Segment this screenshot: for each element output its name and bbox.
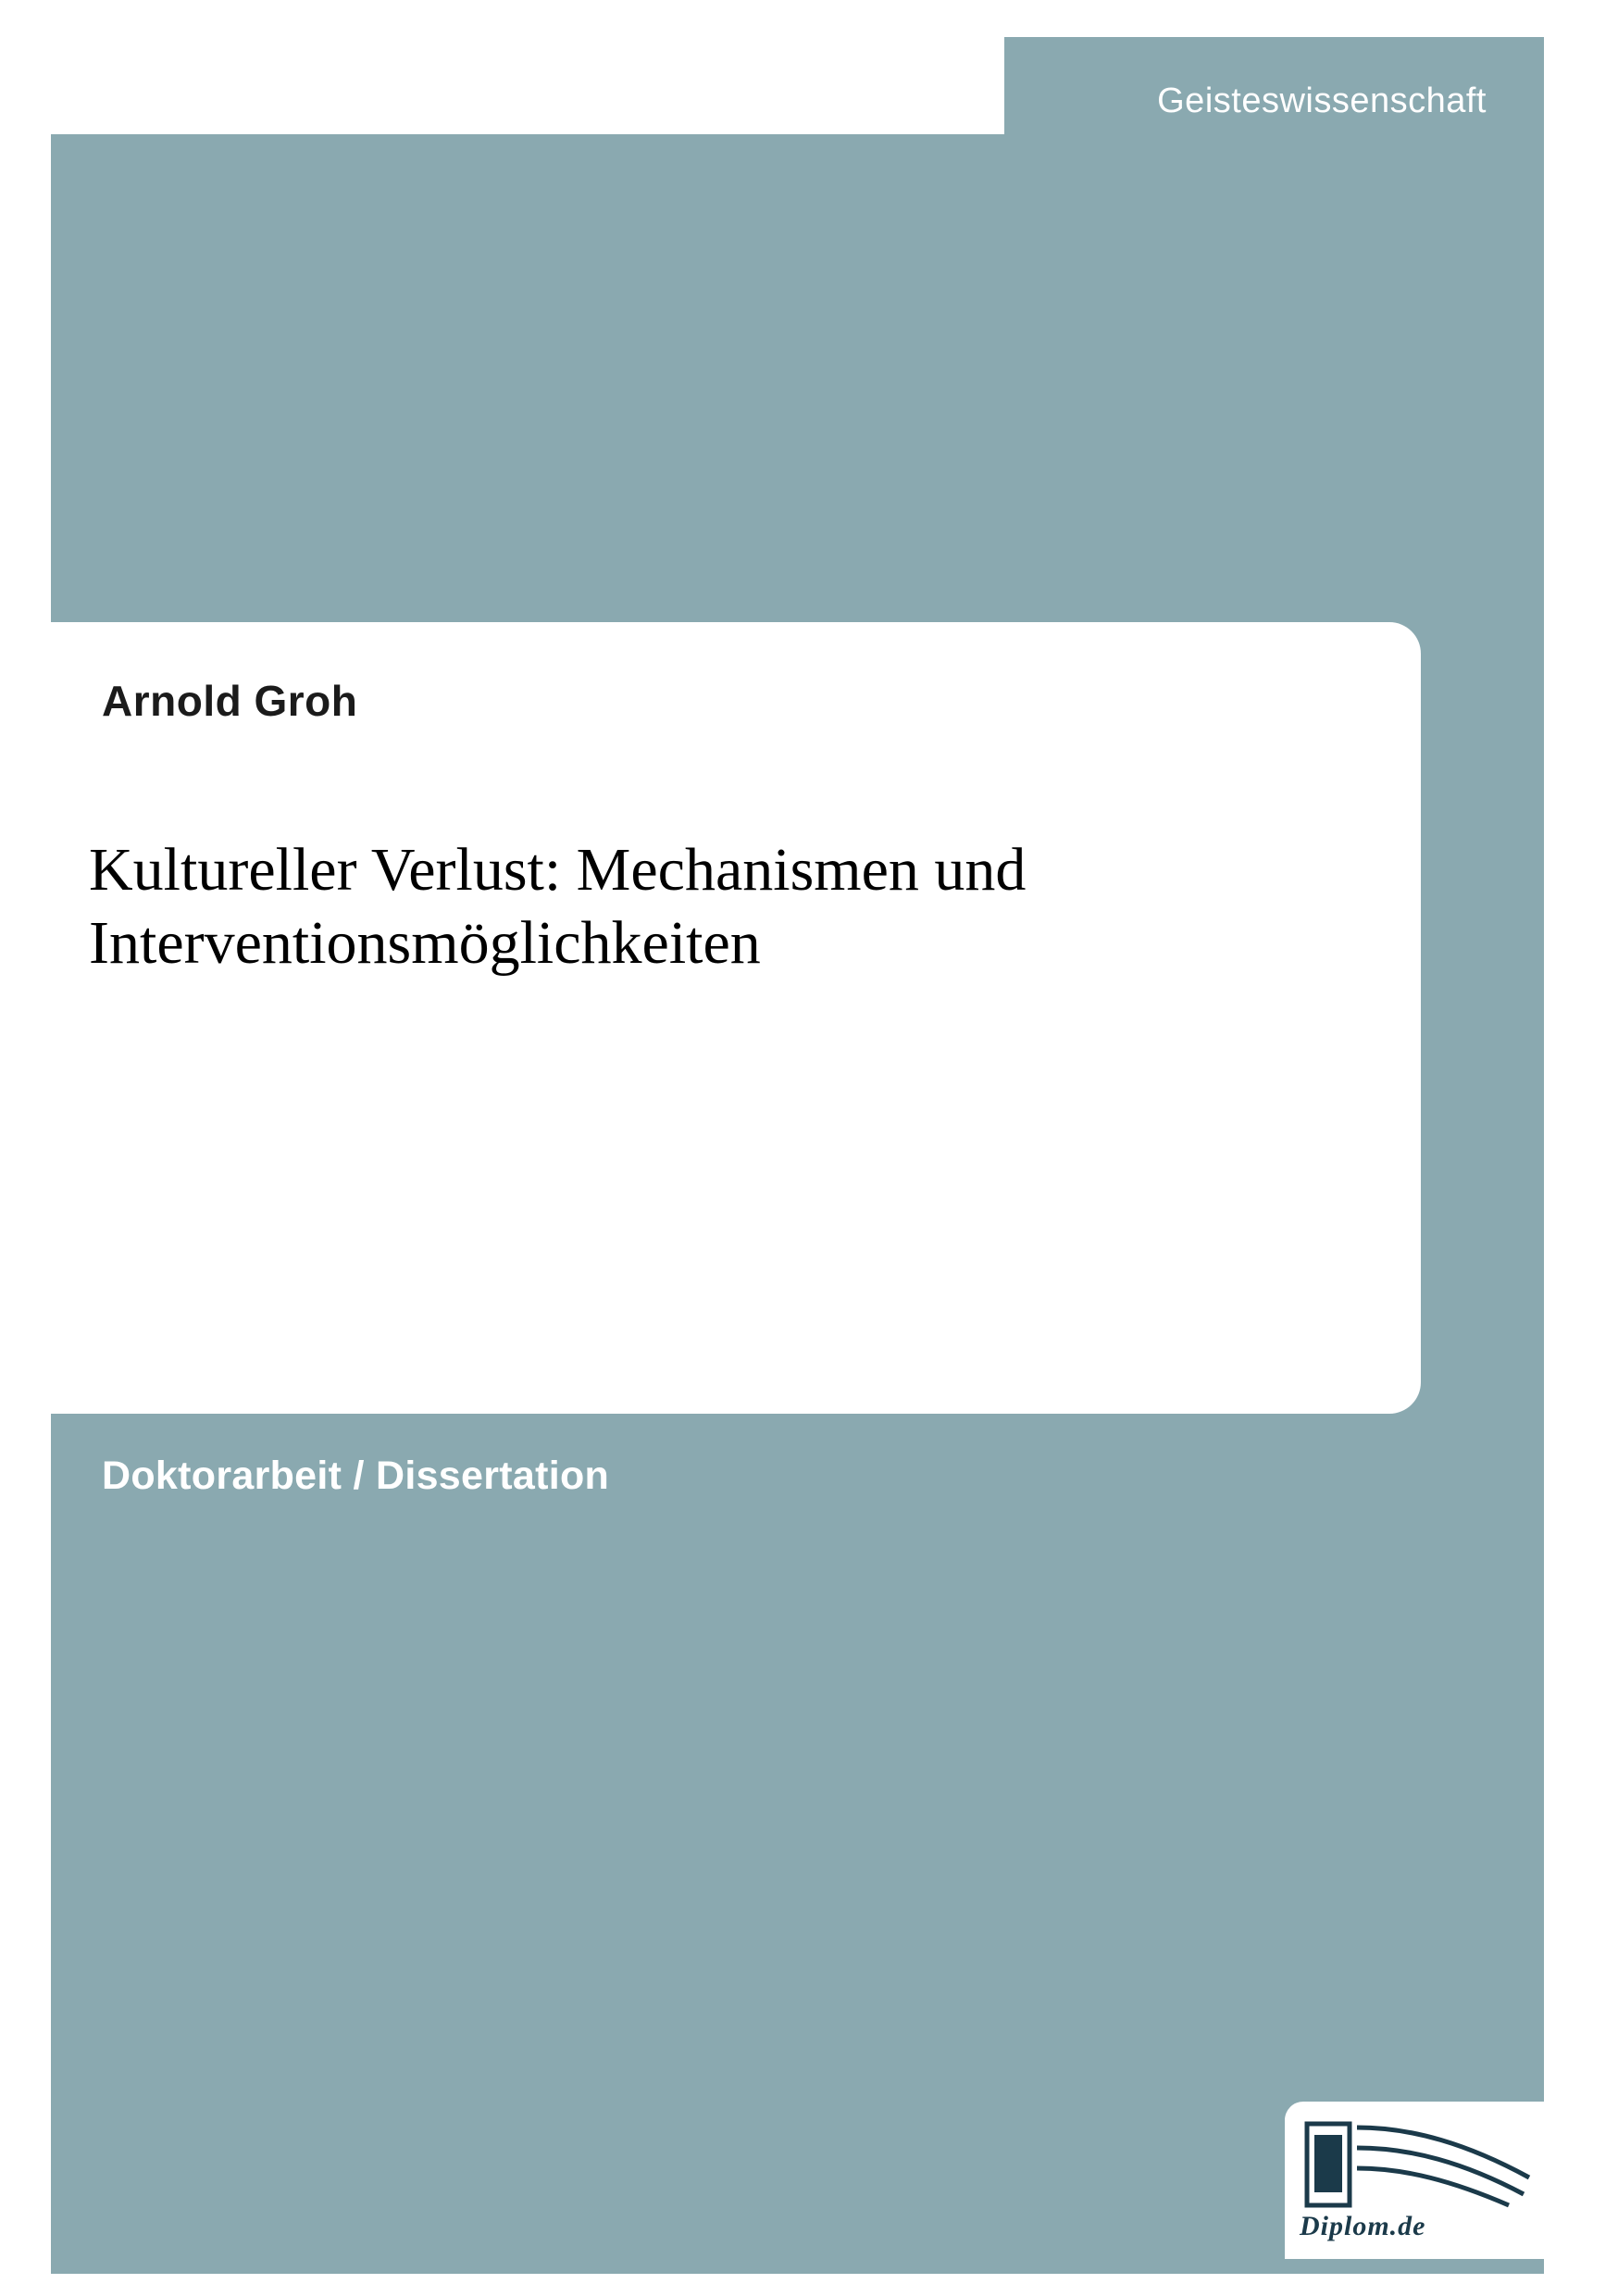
author-name: Arnold Groh	[102, 677, 358, 725]
imprint-category-label: Geisteswissenschaft	[1157, 81, 1487, 120]
cover-top-left-notch	[51, 37, 1004, 134]
publisher-logo	[1285, 2102, 1562, 2259]
title-card	[0, 622, 1421, 1414]
book-title: Kultureller Verlust: Mechanismen und Interventionsmöglichkeiten	[89, 836, 1027, 978]
book-pages-icon	[1301, 2116, 1546, 2217]
publisher-name: Diplom.de	[1300, 2211, 1426, 2241]
imprint-band	[1004, 37, 1544, 134]
publisher-logo-inner	[1285, 2102, 1562, 2259]
document-type-label: Doktorarbeit / Dissertation	[102, 1454, 610, 1498]
